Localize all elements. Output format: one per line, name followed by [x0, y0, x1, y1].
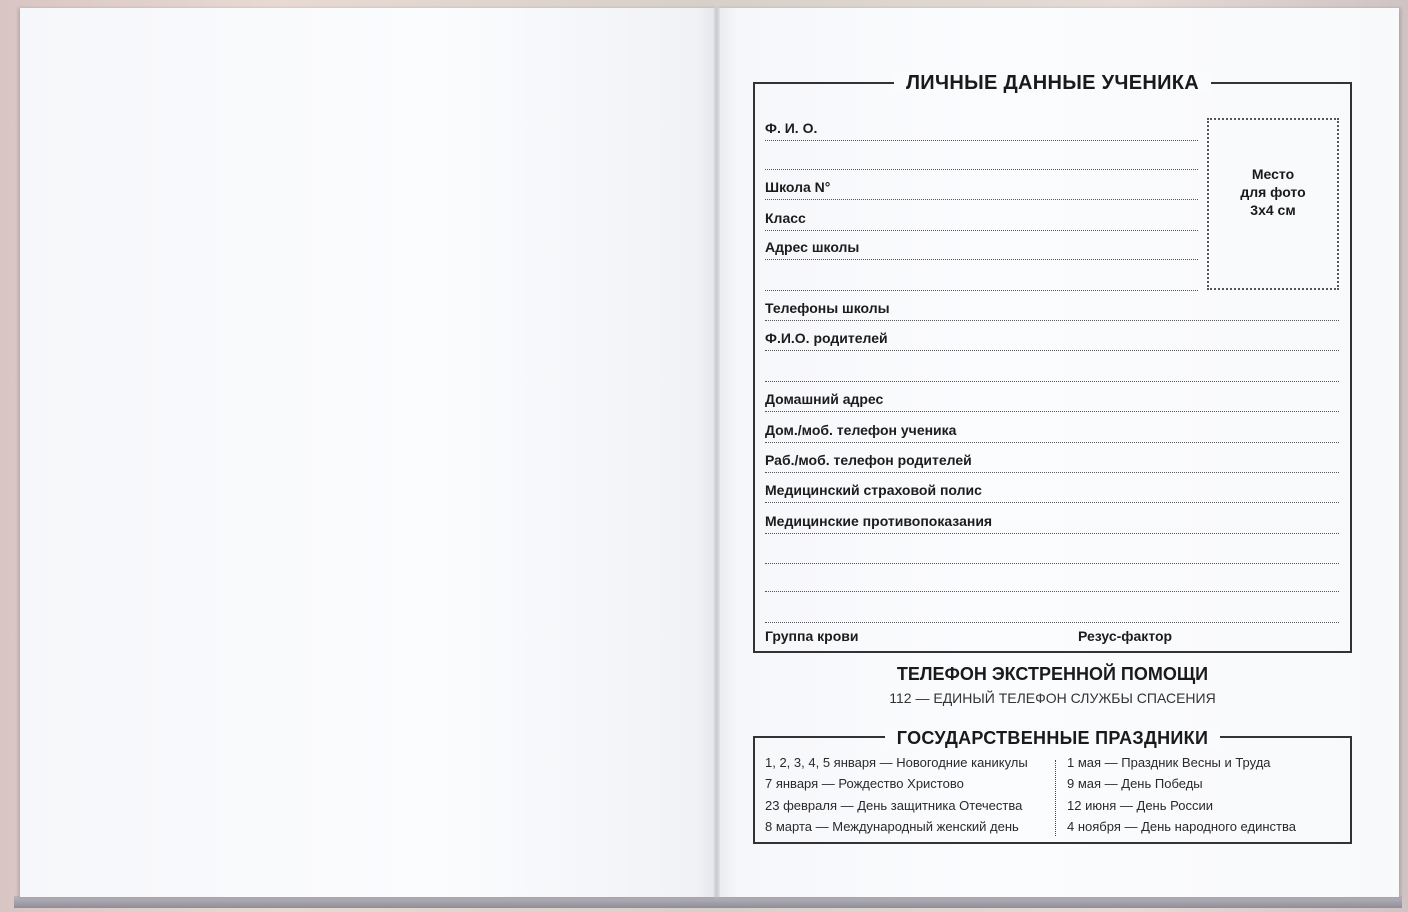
field-blood-group[interactable]: Группа крови — [765, 628, 859, 644]
holiday-item: 9 мая — День Победы — [1067, 776, 1203, 792]
field-parents-phone[interactable]: Раб./моб. телефон родителей — [765, 448, 1339, 473]
holiday-item: 7 января — Рождество Христово — [765, 776, 964, 792]
field-contraindications[interactable]: Медицинские противопоказания — [765, 509, 1339, 534]
personal-data-title: ЛИЧНЫЕ ДАННЫЕ УЧЕНИКА — [894, 72, 1211, 94]
field-student-phone[interactable]: Дом./моб. телефон ученика — [765, 418, 1339, 443]
left-page — [20, 8, 717, 897]
field-school-number[interactable]: Школа N° — [765, 175, 1198, 200]
photo-placeholder — [1207, 118, 1339, 290]
spine-fold — [714, 8, 720, 897]
holiday-item: 23 февраля — День защитника Отечества — [765, 797, 1023, 813]
holidays-frame — [753, 728, 1352, 844]
field-fio-continued[interactable] — [765, 145, 1198, 170]
field-fio[interactable]: Ф. И. О. — [765, 116, 1198, 141]
field-rh-factor[interactable]: Резус-фактор — [1078, 628, 1173, 644]
emergency-title: ТЕЛЕФОН ЭКСТРЕННОЙ ПОМОЩИ — [896, 664, 1209, 684]
field-insurance-policy[interactable]: Медицинский страховой полис — [765, 478, 1339, 503]
field-school-phones[interactable]: Телефоны школы — [765, 296, 1339, 321]
field-contraindications-line-4[interactable] — [765, 598, 1339, 623]
holidays-title: ГОСУДАРСТВЕННЫЕ ПРАЗДНИКИ — [885, 728, 1220, 748]
holiday-item: 1 мая — Праздник Весны и Труда — [1067, 755, 1271, 770]
holiday-item: 12 июня — День России — [1067, 797, 1213, 813]
field-parents-fio[interactable]: Ф.И.О. родителей — [765, 326, 1339, 351]
field-parents-fio-continued[interactable] — [765, 357, 1339, 382]
emergency-subtitle: 112 — ЕДИНЫЙ ТЕЛЕФОН СЛУЖБЫ СПАСЕНИЯ — [889, 690, 1216, 706]
cover-edge — [14, 896, 1402, 908]
holiday-item: 8 марта — Международный женский день — [765, 818, 1019, 834]
holidays-divider — [1055, 760, 1056, 836]
field-contraindications-line-2[interactable] — [765, 539, 1339, 564]
holidays-right-column — [1067, 752, 1296, 837]
field-home-address[interactable]: Домашний адрес — [765, 387, 1339, 412]
photo-label-line-3: 3x4 см — [1250, 202, 1296, 218]
field-contraindications-line-3[interactable] — [765, 567, 1339, 592]
field-school-address[interactable]: Адрес школы — [765, 235, 1198, 260]
holiday-item: 4 ноября — День народного единства — [1067, 818, 1296, 834]
field-class[interactable]: Класс — [765, 206, 1198, 231]
photo-label-line-1: Место — [1251, 166, 1295, 182]
photo-label-line-2: для фото — [1240, 184, 1306, 200]
holiday-item: 1, 2, 3, 4, 5 января — Новогодние каникулы — [765, 755, 1028, 770]
holidays-left-column — [765, 752, 1028, 837]
field-school-address-continued[interactable] — [765, 266, 1198, 291]
